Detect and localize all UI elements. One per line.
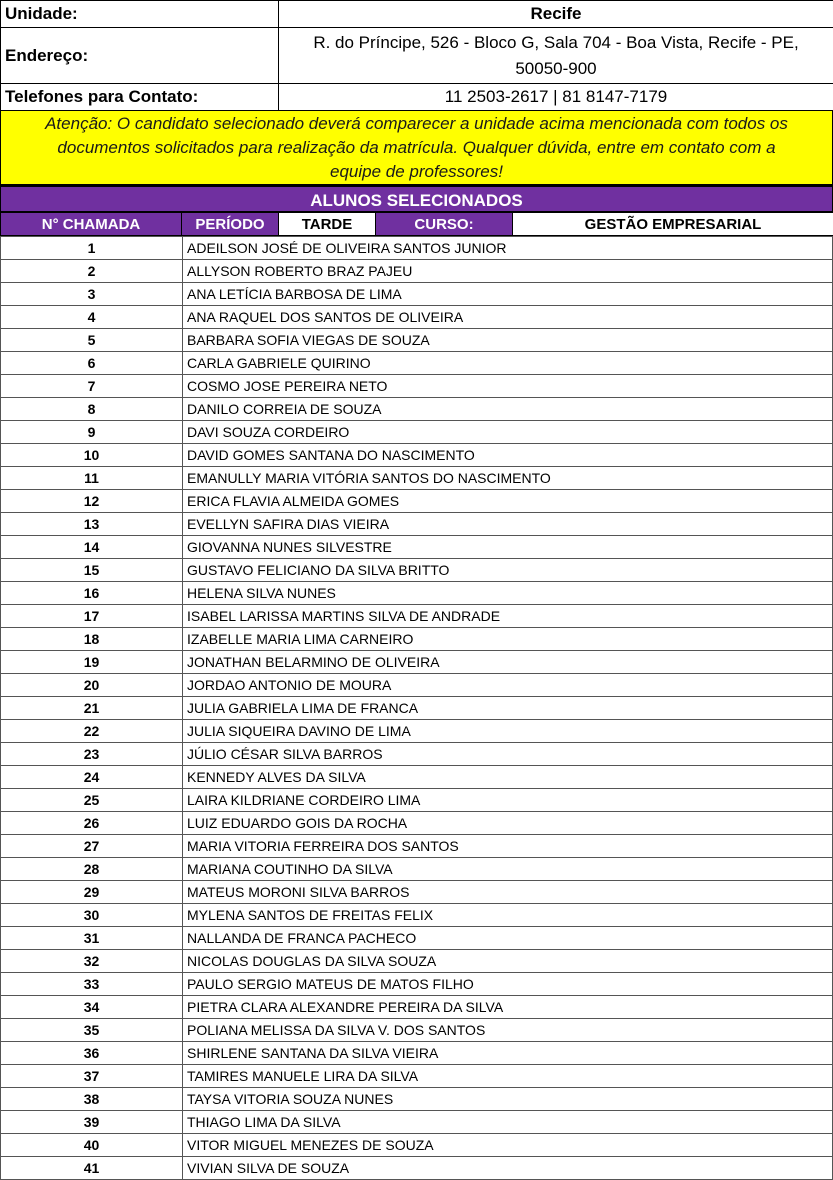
student-number: 13 <box>1 513 183 536</box>
table-row <box>1 1065 833 1088</box>
table-row <box>1 835 833 858</box>
students-table <box>0 236 833 1180</box>
student-number: 3 <box>1 283 183 306</box>
student-name: JORDAO ANTONIO DE MOURA <box>183 674 833 697</box>
student-number: 37 <box>1 1065 183 1088</box>
table-row <box>1 973 833 996</box>
table-row <box>1 881 833 904</box>
table-row <box>1 398 833 421</box>
table-row <box>1 1157 833 1180</box>
table-row <box>1 260 833 283</box>
student-number: 33 <box>1 973 183 996</box>
student-number: 17 <box>1 605 183 628</box>
section-title: ALUNOS SELECIONADOS <box>0 185 833 212</box>
student-number: 5 <box>1 329 183 352</box>
table-row <box>1 283 833 306</box>
student-number: 15 <box>1 559 183 582</box>
table-row <box>1 743 833 766</box>
student-name: PIETRA CLARA ALEXANDRE PEREIRA DA SILVA <box>183 996 833 1019</box>
student-number: 9 <box>1 421 183 444</box>
student-name: ADEILSON JOSÉ DE OLIVEIRA SANTOS JUNIOR <box>183 237 833 260</box>
table-row <box>1 467 833 490</box>
student-name: BARBARA SOFIA VIEGAS DE SOUZA <box>183 329 833 352</box>
student-name: DAVID GOMES SANTANA DO NASCIMENTO <box>183 444 833 467</box>
student-number: 29 <box>1 881 183 904</box>
student-name: JÚLIO CÉSAR SILVA BARROS <box>183 743 833 766</box>
table-row <box>1 766 833 789</box>
table-row <box>1 927 833 950</box>
student-number: 7 <box>1 375 183 398</box>
table-row <box>1 1134 833 1157</box>
student-name: PAULO SERGIO MATEUS DE MATOS FILHO <box>183 973 833 996</box>
student-number: 1 <box>1 237 183 260</box>
student-number: 28 <box>1 858 183 881</box>
chamada-header: N° CHAMADA <box>1 213 182 236</box>
table-row <box>1 812 833 835</box>
student-number: 40 <box>1 1134 183 1157</box>
student-number: 6 <box>1 352 183 375</box>
table-row <box>1 996 833 1019</box>
student-number: 23 <box>1 743 183 766</box>
student-name: KENNEDY ALVES DA SILVA <box>183 766 833 789</box>
student-name: MARIA VITORIA FERREIRA DOS SANTOS <box>183 835 833 858</box>
student-number: 30 <box>1 904 183 927</box>
student-name: MYLENA SANTOS DE FREITAS FELIX <box>183 904 833 927</box>
student-name: ANA LETÍCIA BARBOSA DE LIMA <box>183 283 833 306</box>
student-number: 35 <box>1 1019 183 1042</box>
student-number: 19 <box>1 651 183 674</box>
student-name: ISABEL LARISSA MARTINS SILVA DE ANDRADE <box>183 605 833 628</box>
student-number: 41 <box>1 1157 183 1180</box>
student-number: 11 <box>1 467 183 490</box>
table-row <box>1 536 833 559</box>
student-name: JULIA SIQUEIRA DAVINO DE LIMA <box>183 720 833 743</box>
table-row <box>1 1111 833 1134</box>
table-row <box>1 628 833 651</box>
table-row <box>1 375 833 398</box>
notice-line-2: documentos solicitados para realização da matrícula. Qualquer dúvida, entre em contato com a <box>7 136 826 160</box>
table-row <box>1 858 833 881</box>
student-number: 34 <box>1 996 183 1019</box>
student-name: EVELLYN SAFIRA DIAS VIEIRA <box>183 513 833 536</box>
table-row <box>1 306 833 329</box>
student-number: 24 <box>1 766 183 789</box>
table-row <box>1 674 833 697</box>
student-number: 26 <box>1 812 183 835</box>
student-name: LAIRA KILDRIANE CORDEIRO LIMA <box>183 789 833 812</box>
student-number: 2 <box>1 260 183 283</box>
student-name: ANA RAQUEL DOS SANTOS DE OLIVEIRA <box>183 306 833 329</box>
student-name: NICOLAS DOUGLAS DA SILVA SOUZA <box>183 950 833 973</box>
student-name: TAMIRES MANUELE LIRA DA SILVA <box>183 1065 833 1088</box>
table-row <box>1 582 833 605</box>
periodo-value: TARDE <box>279 213 376 236</box>
curso-header: CURSO: <box>376 213 513 236</box>
student-name: EMANULLY MARIA VITÓRIA SANTOS DO NASCIMENTO <box>183 467 833 490</box>
student-name: GIOVANNA NUNES SILVESTRE <box>183 536 833 559</box>
table-row <box>1 352 833 375</box>
table-row <box>1 651 833 674</box>
student-name: VIVIAN SILVA DE SOUZA <box>183 1157 833 1180</box>
table-row <box>1 789 833 812</box>
list-header <box>0 212 833 236</box>
student-number: 22 <box>1 720 183 743</box>
student-name: LUIZ EDUARDO GOIS DA ROCHA <box>183 812 833 835</box>
telefones-label: Telefones para Contato: <box>1 84 279 111</box>
student-name: DANILO CORREIA DE SOUZA <box>183 398 833 421</box>
attention-notice <box>0 111 833 185</box>
table-row <box>1 720 833 743</box>
student-name: JONATHAN BELARMINO DE OLIVEIRA <box>183 651 833 674</box>
student-name: MARIANA COUTINHO DA SILVA <box>183 858 833 881</box>
table-row <box>1 237 833 260</box>
endereco-line-1: R. do Príncipe, 526 - Bloco G, Sala 704 - Boa Vista, Recife - PE, <box>283 30 829 56</box>
telefones-value: 11 2503-2617 | 81 8147-7179 <box>279 84 833 111</box>
table-row <box>1 1042 833 1065</box>
table-row <box>1 950 833 973</box>
table-row <box>1 329 833 352</box>
student-name: MATEUS MORONI SILVA BARROS <box>183 881 833 904</box>
table-row <box>1 444 833 467</box>
table-row <box>1 513 833 536</box>
student-number: 36 <box>1 1042 183 1065</box>
periodo-header: PERÍODO <box>182 213 279 236</box>
student-name: JULIA GABRIELA LIMA DE FRANCA <box>183 697 833 720</box>
student-number: 20 <box>1 674 183 697</box>
student-name: POLIANA MELISSA DA SILVA V. DOS SANTOS <box>183 1019 833 1042</box>
endereco-value <box>279 28 833 84</box>
student-number: 12 <box>1 490 183 513</box>
student-name: THIAGO LIMA DA SILVA <box>183 1111 833 1134</box>
student-name: IZABELLE MARIA LIMA CARNEIRO <box>183 628 833 651</box>
table-row <box>1 697 833 720</box>
notice-line-1: Atenção: O candidato selecionado deverá comparecer a unidade acima mencionada com todos os <box>7 112 826 136</box>
table-row <box>1 421 833 444</box>
unit-info-table <box>0 0 833 111</box>
student-name: VITOR MIGUEL MENEZES DE SOUZA <box>183 1134 833 1157</box>
table-row <box>1 1019 833 1042</box>
student-number: 27 <box>1 835 183 858</box>
table-row <box>1 490 833 513</box>
curso-value: GESTÃO EMPRESARIAL <box>513 213 833 236</box>
student-number: 16 <box>1 582 183 605</box>
student-name: CARLA GABRIELE QUIRINO <box>183 352 833 375</box>
table-row <box>1 559 833 582</box>
unidade-label: Unidade: <box>1 1 279 28</box>
student-number: 21 <box>1 697 183 720</box>
student-number: 8 <box>1 398 183 421</box>
student-number: 14 <box>1 536 183 559</box>
table-row <box>1 1088 833 1111</box>
endereco-line-2: 50050-900 <box>283 56 829 82</box>
student-number: 18 <box>1 628 183 651</box>
student-name: TAYSA VITORIA SOUZA NUNES <box>183 1088 833 1111</box>
student-number: 38 <box>1 1088 183 1111</box>
table-row <box>1 904 833 927</box>
student-name: HELENA SILVA NUNES <box>183 582 833 605</box>
student-number: 31 <box>1 927 183 950</box>
student-name: ALLYSON ROBERTO BRAZ PAJEU <box>183 260 833 283</box>
table-row <box>1 605 833 628</box>
student-name: SHIRLENE SANTANA DA SILVA VIEIRA <box>183 1042 833 1065</box>
student-name: GUSTAVO FELICIANO DA SILVA BRITTO <box>183 559 833 582</box>
endereco-label: Endereço: <box>1 28 279 84</box>
student-name: COSMO JOSE PEREIRA NETO <box>183 375 833 398</box>
student-number: 10 <box>1 444 183 467</box>
student-number: 32 <box>1 950 183 973</box>
notice-line-3: equipe de professores! <box>7 160 826 184</box>
student-name: ERICA FLAVIA ALMEIDA GOMES <box>183 490 833 513</box>
unidade-value: Recife <box>279 1 833 28</box>
student-name: NALLANDA DE FRANCA PACHECO <box>183 927 833 950</box>
student-number: 39 <box>1 1111 183 1134</box>
student-name: DAVI SOUZA CORDEIRO <box>183 421 833 444</box>
student-number: 4 <box>1 306 183 329</box>
student-number: 25 <box>1 789 183 812</box>
